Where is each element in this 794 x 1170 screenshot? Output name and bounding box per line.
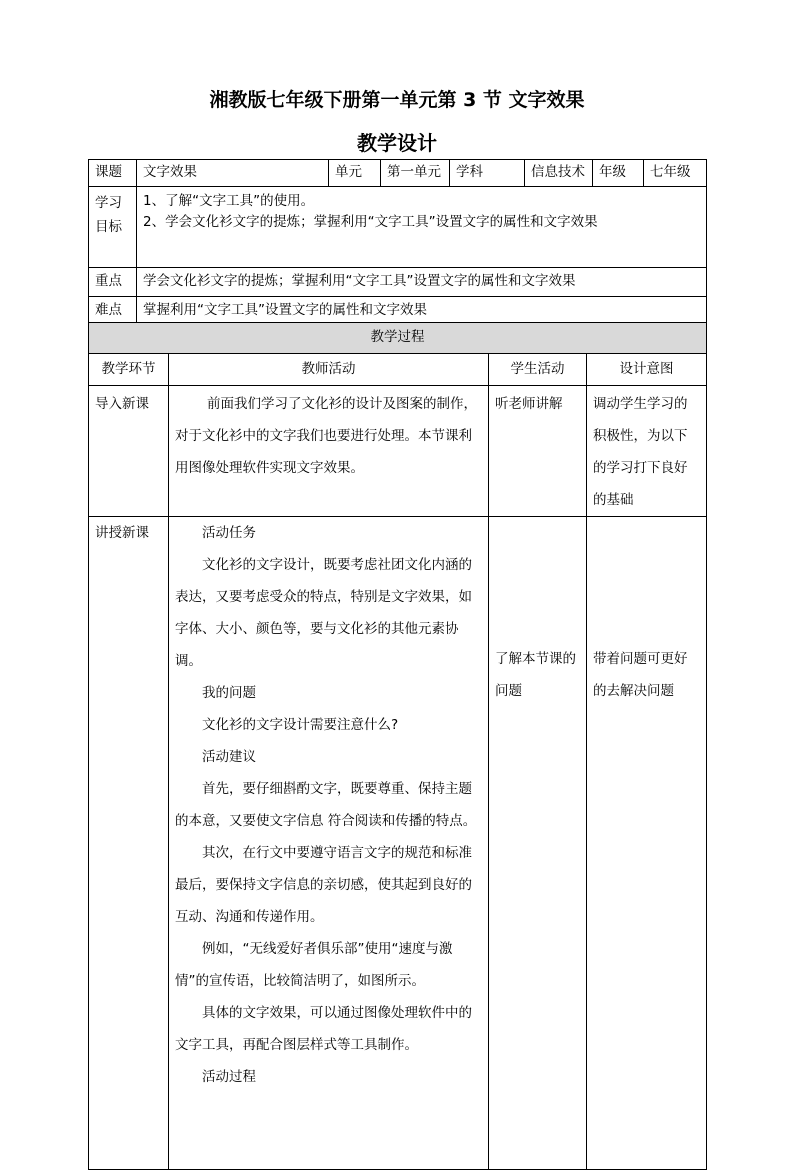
goal-row: [89, 187, 707, 268]
table-row: [89, 517, 707, 1170]
design-intent-cell: 带着问题可更好的去解决问题: [587, 517, 707, 1170]
teacher-paragraph: 其次，在行文中要遵守语言文字的规范和标准最后，要保持文字信息的亲切感，使其起到良好的互动、沟通和传递作用。: [175, 845, 472, 925]
unit-label: 单元: [329, 160, 381, 187]
teacher-paragraph: 我的问题: [202, 685, 256, 701]
grade-value: 七年级: [644, 160, 707, 187]
document-title: 湘教版七年级下册第一单元第 3 节 文字效果: [209, 89, 585, 111]
design-intent-cell: 调动学生学习的积极性，为以下的学习打下良好的基础: [587, 386, 707, 517]
header-stage: 教学环节: [89, 354, 169, 386]
key-point-label: 重点: [89, 268, 137, 297]
teacher-paragraph: 前面我们学习了文化衫的设计及图案的制作，对于文化衫中的文字我们也要进行处理。本节课利用图像处理软件实现文字效果。: [175, 396, 477, 476]
goal-item-2: 2、学会文化衫文字的提炼；掌握利用“文字工具”设置文字的属性和文字效果: [143, 214, 598, 230]
student-activity-cell: 了解本节课的问题: [489, 517, 587, 1170]
key-point-value: 学会文化衫文字的提炼；掌握利用“文字工具”设置文字的属性和文字效果: [137, 268, 707, 297]
teacher-paragraph: 首先，要仔细斟酌文字，既要尊重、保持主题的本意，又要使文字信息 符合阅读和传播的特点。: [175, 781, 477, 829]
topic-value: 文字效果: [137, 160, 329, 187]
teaching-process-table: [88, 322, 707, 1170]
goal-label: 学习目标: [89, 187, 137, 268]
teacher-activity-cell: [169, 386, 489, 517]
key-point-row: [89, 268, 707, 297]
unit-value: 第一单元: [381, 160, 450, 187]
teacher-paragraph: 文化衫的文字设计，既要考虑社团文化内涵的表达，又要考虑受众的特点，特别是文字效果，如字体、大小、颜色等，要与文化衫的其他元素协调。: [175, 557, 472, 669]
teacher-paragraph: 活动建议: [202, 749, 256, 765]
table-row: [89, 386, 707, 517]
header-student: 学生活动: [489, 354, 587, 386]
teacher-paragraph: 文化衫的文字设计需要注意什么?: [202, 717, 399, 733]
topic-row: [89, 160, 707, 187]
stage-cell: 导入新课: [89, 386, 169, 517]
teacher-paragraph: 例如，“无线爱好者俱乐部”使用“速度与激情”的宣传语，比较简洁明了，如图所示。: [175, 941, 453, 989]
subject-value: 信息技术: [525, 160, 593, 187]
grade-label: 年级: [593, 160, 644, 187]
document-subtitle: 教学设计: [357, 131, 437, 155]
difficulty-row: [89, 297, 707, 325]
teacher-paragraph: 活动任务: [202, 525, 256, 541]
header-teacher: 教师活动: [169, 354, 489, 386]
process-band-row: [89, 323, 707, 354]
difficulty-label: 难点: [89, 297, 137, 325]
teacher-paragraph: 具体的文字效果，可以通过图像处理软件中的文字工具，再配合图层样式等工具制作。: [175, 1005, 472, 1053]
stage-cell: 讲授新课: [89, 517, 169, 1170]
subject-label: 学科: [450, 160, 525, 187]
goal-item-1: 1、了解“文字工具”的使用。: [143, 193, 315, 209]
process-header-row: [89, 354, 707, 386]
difficulty-value: 掌握利用“文字工具”设置文字的属性和文字效果: [137, 297, 707, 325]
student-activity-cell: 听老师讲解: [489, 386, 587, 517]
goal-content: [137, 187, 707, 268]
teacher-paragraph: 活动过程: [202, 1069, 256, 1085]
lesson-info-table: [88, 159, 707, 325]
process-band-title: 教学过程: [89, 323, 707, 354]
header-intent: 设计意图: [587, 354, 707, 386]
topic-label: 课题: [89, 160, 137, 187]
teacher-activity-cell: [169, 517, 489, 1170]
